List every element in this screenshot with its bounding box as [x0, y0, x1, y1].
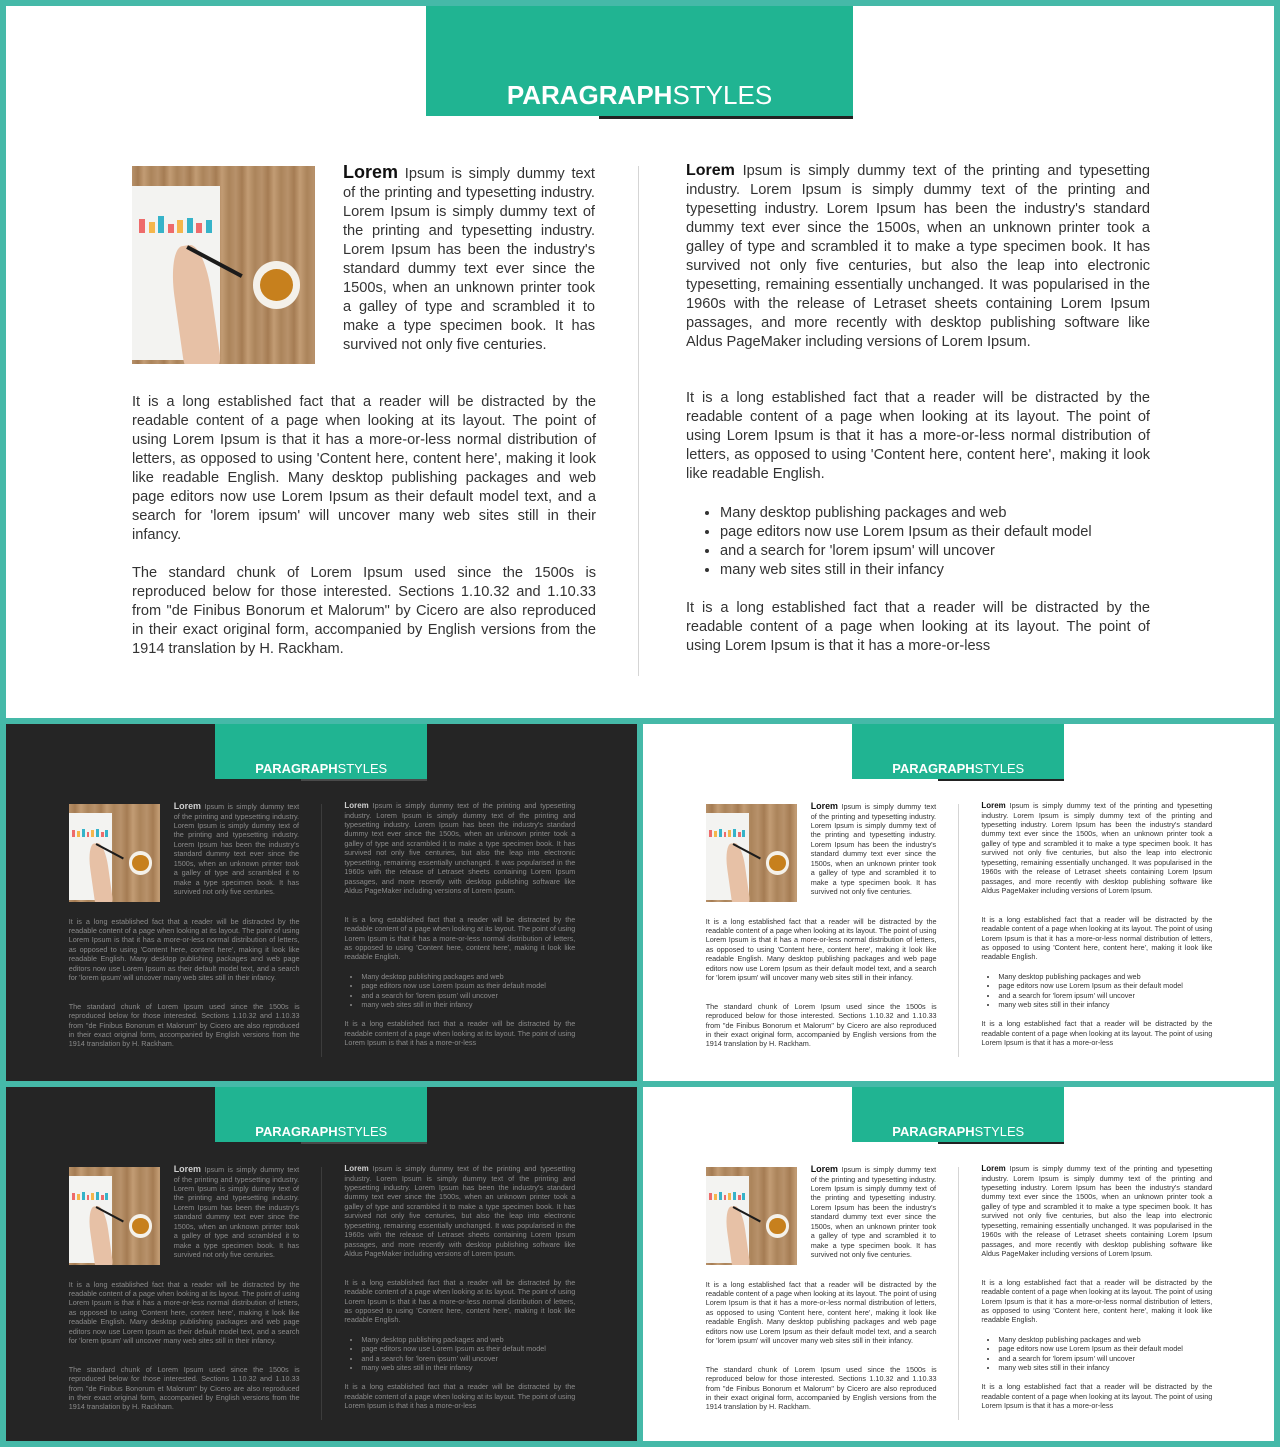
bullet-item: • Many desktop publishing packages and web [998, 972, 1209, 981]
chart-and-coffee-photo [706, 1167, 797, 1266]
bullet-item: • and a search for 'lorem ipsum' will uncover [361, 1354, 572, 1363]
col2-paragraph-1-text: Ipsum is simply dummy text of the printing and typesetting industry. Lorem Ipsum is simply dummy text of the printing and typesetting industry. Lorem Ipsum has been the industry's standard dummy text ever since the 1500s, when an unknown printer took a galley of type and scrambled it to make a type specimen book. It has survived not only five centuries, but also the leap into electronic typesetting, remaining essentially unchanged. It was popularised in the 1960s with the release of Letraset sheets containing Lorem Ipsum passages, and more recently with desktop publishing software like Aldus PageMaker including versions of Lorem Ipsum. [981, 801, 1213, 896]
col1-paragraph-1-text: Ipsum is simply dummy text of the printing and typesetting industry. Lorem Ipsum is simply dummy text of the printing and typesetting industry. Lorem Ipsum has been the industry's standard dummy text ever since the 1500s, when an unknown printer took a galley of type and scrambled it to make a type specimen book. It has survived not only five centuries. [343, 166, 595, 353]
chart-bar-graphic [91, 1193, 94, 1200]
title-light: STYLES [974, 760, 1025, 776]
col1-paragraph-1-text: Ipsum is simply dummy text of the printing and typesetting industry. Lorem Ipsum is simply dummy text of the printing and typesetting industry. Lorem Ipsum has been the industry's standard dummy text ever since the 1500s, when an unknown printer took a galley of type and scrambled it to make a type specimen book. It has survived not only five centuries. [173, 1165, 300, 1260]
col2-paragraph-3: It is a long established fact that a reader will be distracted by the readable content of a page when looking at its layout. The point of using Lorem Ipsum is that it has a more-or-less [344, 1382, 576, 1410]
bullet-item: • and a search for 'lorem ipsum' will uncover [998, 1354, 1209, 1363]
column-divider [638, 166, 639, 676]
col2-paragraph-2: It is a long established fact that a reader will be distracted by the readable content of a page when looking at its layout. The point of using Lorem Ipsum is that it has a more-or-less normal distribution of letters, as opposed to using 'Content here, content here', making it look like readable English. [344, 1277, 576, 1325]
title-bold: PARAGRAPH [892, 760, 975, 776]
chart-bar-graphic [709, 830, 712, 837]
chart-bar-graphic [77, 831, 80, 837]
col2-paragraph-1-text: Ipsum is simply dummy text of the printing and typesetting industry. Lorem Ipsum is simply dummy text of the printing and typesetting industry. Lorem Ipsum has been the industry's standard dummy text ever since the 1500s, when an unknown printer took a galley of type and scrambled it to make a type specimen book. It has survived not only five centuries, but also the leap into electronic typesetting, remaining essentially unchanged. It was popularised in the 1960s with the release of Letraset sheets containing Lorem Ipsum passages, and more recently with desktop publishing software like Aldus PageMaker including versions of Lorem Ipsum. [981, 1164, 1213, 1259]
coffee-surface [260, 269, 293, 301]
slide-light-top [643, 724, 1274, 1081]
chart-bar-graphic [77, 1194, 80, 1200]
coffee-surface [132, 855, 148, 871]
chart-bar-graphic [105, 830, 108, 837]
col2-bullet-list [353, 972, 572, 1010]
chart-bar-graphic [728, 830, 731, 837]
column-divider [958, 804, 959, 1058]
col1-paragraph-3: The standard chunk of Lorem Ipsum used since the 1500s is reproduced below for those interested. Sections 1.10.32 and 1.10.33 from "de Finibus Bonorum et Malorum" by Cicero are also reproduced in their exact original form, accompanied by English versions from the 1914 translation by H. Rackham. [132, 565, 596, 657]
col2-bullet-list [704, 504, 1144, 580]
bullet-item: • many web sites still in their infancy [361, 1363, 572, 1372]
col1-paragraph-2: It is a long established fact that a reader will be distracted by the readable content of a page when looking at its layout. The point of using Lorem Ipsum is that it has a more-or-less normal distribution of letters, as opposed to using 'Content here, content here', making it look like readable English. Many desktop publishing packages and web page editors now use Lorem Ipsum as their default model text, and a search for 'lorem ipsum' will uncover many web sites still in their infancy. [705, 916, 937, 983]
chart-bar-graphic [87, 1195, 90, 1200]
column-divider [958, 1167, 959, 1421]
title-bold: PARAGRAPH [255, 760, 338, 776]
col1-paragraph-1 [811, 1165, 936, 1260]
col2-bullet-list [990, 1335, 1209, 1373]
col1-lead-word: Lorem [173, 801, 202, 812]
coffee-surface [132, 1218, 148, 1234]
title-banner [215, 724, 427, 779]
slide-dark-top [6, 724, 637, 1081]
chart-bar-graphic [724, 832, 727, 837]
chart-bar-graphic [91, 830, 94, 837]
title-light: STYLES [974, 1123, 1025, 1139]
bullet-item: • Many desktop publishing packages and web [720, 504, 1144, 523]
chart-bar-graphic [177, 220, 183, 233]
col1-paragraph-1-text: Ipsum is simply dummy text of the printing and typesetting industry. Lorem Ipsum is simply dummy text of the printing and typesetting industry. Lorem Ipsum has been the industry's standard dummy text ever since the 1500s, when an unknown printer took a galley of type and scrambled it to make a type specimen book. It has survived not only five centuries. [173, 802, 300, 897]
chart-bar-graphic [719, 829, 722, 838]
chart-bar-graphic [714, 831, 717, 837]
page-title [426, 80, 853, 111]
col1-paragraph-3: The standard chunk of Lorem Ipsum used since the 1500s is reproduced below for those interested. Sections 1.10.32 and 1.10.33 from "de Finibus Bonorum et Malorum" by Cicero are also reproduced in their exact original form, accompanied by English versions from the 1914 translation by H. Rackham. [68, 1364, 300, 1412]
chart-bar-graphic [101, 832, 104, 837]
col1-paragraph-3: The standard chunk of Lorem Ipsum used since the 1500s is reproduced below for those interested. Sections 1.10.32 and 1.10.33 from "de Finibus Bonorum et Malorum" by Cicero are also reproduced in their exact original form, accompanied by English versions from the 1914 translation by H. Rackham. [68, 1001, 300, 1049]
chart-bar-graphic [101, 1195, 104, 1200]
col2-paragraph-3: It is a long established fact that a reader will be distracted by the readable content of a page when looking at its layout. The point of using Lorem Ipsum is that it has a more-or-less [344, 1019, 576, 1047]
col1-paragraph-3: The standard chunk of Lorem Ipsum used since the 1500s is reproduced below for those interested. Sections 1.10.32 and 1.10.33 from "de Finibus Bonorum et Malorum" by Cicero are also reproduced in their exact original form, accompanied by English versions from the 1914 translation by H. Rackham. [705, 1364, 937, 1412]
chart-bar-graphic [733, 829, 736, 837]
column-divider [321, 804, 322, 1058]
chart-bar-graphic [187, 218, 193, 234]
col1-paragraph-3: The standard chunk of Lorem Ipsum used since the 1500s is reproduced below for those interested. Sections 1.10.32 and 1.10.33 from "de Finibus Bonorum et Malorum" by Cicero are also reproduced in their exact original form, accompanied by English versions from the 1914 translation by H. Rackham. [705, 1001, 937, 1049]
banner-underline [301, 1142, 427, 1144]
page-title [852, 1124, 1064, 1139]
chart-bar-graphic [168, 224, 174, 234]
col1-lead-word: Lorem [343, 162, 399, 182]
slide-light-bottom [643, 1087, 1274, 1441]
col1-paragraph-1-text: Ipsum is simply dummy text of the printing and typesetting industry. Lorem Ipsum is simply dummy text of the printing and typesetting industry. Lorem Ipsum has been the industry's standard dummy text ever since the 1500s, when an unknown printer took a galley of type and scrambled it to make a type specimen book. It has survived not only five centuries. [810, 1165, 937, 1260]
title-bold: PARAGRAPH [255, 1123, 338, 1139]
title-banner [852, 724, 1064, 779]
title-banner [215, 1087, 427, 1142]
title-light: STYLES [337, 1123, 388, 1139]
col2-paragraph-1 [981, 1164, 1212, 1259]
chart-bar-graphic [733, 1192, 736, 1200]
bullet-item: • and a search for 'lorem ipsum' will uncover [361, 991, 572, 1000]
chart-bar-graphic [72, 1193, 75, 1200]
chart-bar-graphic [728, 1193, 731, 1200]
col2-paragraph-3: It is a long established fact that a reader will be distracted by the readable content of a page when looking at its layout. The point of using Lorem Ipsum is that it has a more-or-less [686, 600, 1150, 654]
col1-paragraph-2: It is a long established fact that a reader will be distracted by the readable content of a page when looking at its layout. The point of using Lorem Ipsum is that it has a more-or-less normal distribution of letters, as opposed to using 'Content here, content here', making it look like readable English. Many desktop publishing packages and web page editors now use Lorem Ipsum as their default model text, and a search for 'lorem ipsum' will uncover many web sites still in their infancy. [68, 1279, 300, 1346]
col2-lead-word: Lorem [981, 801, 1006, 811]
page-title [215, 1124, 427, 1139]
col2-paragraph-1 [344, 1164, 575, 1259]
col2-lead-word: Lorem [344, 801, 369, 811]
col1-paragraph-1-text: Ipsum is simply dummy text of the printing and typesetting industry. Lorem Ipsum is simply dummy text of the printing and typesetting industry. Lorem Ipsum has been the industry's standard dummy text ever since the 1500s, when an unknown printer took a galley of type and scrambled it to make a type specimen book. It has survived not only five centuries. [810, 802, 937, 897]
chart-bar-graphic [742, 830, 745, 837]
chart-bar-graphic [72, 830, 75, 837]
chart-bar-graphic [82, 829, 85, 838]
chart-bar-graphic [714, 1194, 717, 1200]
col1-paragraph-1 [174, 802, 299, 897]
col1-lead-word: Lorem [810, 1164, 839, 1175]
bullet-item: • and a search for 'lorem ipsum' will uncover [998, 991, 1209, 1000]
chart-bar-graphic [87, 832, 90, 837]
chart-and-coffee-photo [69, 1167, 160, 1266]
title-light: STYLES [337, 760, 388, 776]
title-bold: PARAGRAPH [892, 1123, 975, 1139]
bullet-item: • Many desktop publishing packages and web [998, 1335, 1209, 1344]
chart-bar-graphic [158, 216, 164, 233]
col2-lead-word: Lorem [981, 1164, 1006, 1174]
chart-bar-graphic [742, 1193, 745, 1200]
title-banner [852, 1087, 1064, 1142]
chart-bar-graphic [738, 1195, 741, 1200]
chart-bar-graphic [105, 1193, 108, 1200]
chart-and-coffee-photo [706, 804, 797, 903]
bullet-item: • many web sites still in their infancy [998, 1000, 1209, 1009]
col2-paragraph-2: It is a long established fact that a reader will be distracted by the readable content of a page when looking at its layout. The point of using Lorem Ipsum is that it has a more-or-less normal distribution of letters, as opposed to using 'Content here, content here', making it look like readable English. [344, 914, 576, 962]
bullet-item: • Many desktop publishing packages and web [361, 972, 572, 981]
title-bold: PARAGRAPH [506, 80, 673, 110]
title-banner [426, 6, 853, 116]
bullet-item: • page editors now use Lorem Ipsum as their default model [361, 1344, 572, 1353]
banner-underline [599, 116, 853, 119]
col2-paragraph-3: It is a long established fact that a reader will be distracted by the readable content of a page when looking at its layout. The point of using Lorem Ipsum is that it has a more-or-less [981, 1382, 1213, 1410]
chart-and-coffee-photo [132, 166, 315, 364]
col1-paragraph-1 [811, 802, 936, 897]
col2-paragraph-2: It is a long established fact that a reader will be distracted by the readable content of a page when looking at its layout. The point of using Lorem Ipsum is that it has a more-or-less normal distribution of letters, as opposed to using 'Content here, content here', making it look like readable English. [981, 914, 1213, 962]
col2-paragraph-1-text: Ipsum is simply dummy text of the printing and typesetting industry. Lorem Ipsum is simply dummy text of the printing and typesetting industry. Lorem Ipsum has been the industry's standard dummy text ever since the 1500s, when an unknown printer took a galley of type and scrambled it to make a type specimen book. It has survived not only five centuries, but also the leap into electronic typesetting, remaining essentially unchanged. It was popularised in the 1960s with the release of Letraset sheets containing Lorem Ipsum passages, and more recently with desktop publishing software like Aldus PageMaker including versions of Lorem Ipsum. [344, 801, 576, 896]
bullet-item: • page editors now use Lorem Ipsum as their default model [998, 1344, 1209, 1353]
banner-underline [938, 1142, 1064, 1144]
bullet-item: • page editors now use Lorem Ipsum as their default model [720, 523, 1144, 542]
col2-paragraph-1-text: Ipsum is simply dummy text of the printing and typesetting industry. Lorem Ipsum is simply dummy text of the printing and typesetting industry. Lorem Ipsum has been the industry's standard dummy text ever since the 1500s, when an unknown printer took a galley of type and scrambled it to make a type specimen book. It has survived not only five centuries, but also the leap into electronic typesetting, remaining essentially unchanged. It was popularised in the 1960s with the release of Letraset sheets containing Lorem Ipsum passages, and more recently with desktop publishing software like Aldus PageMaker including versions of Lorem Ipsum. [686, 163, 1150, 350]
bullet-item: • Many desktop publishing packages and web [361, 1335, 572, 1344]
chart-bar-graphic [724, 1195, 727, 1200]
col1-lead-word: Lorem [810, 801, 839, 812]
chart-bar-graphic [82, 1192, 85, 1201]
coffee-surface [769, 855, 785, 871]
chart-bar-graphic [206, 220, 212, 234]
page-title [852, 761, 1064, 776]
chart-bar-graphic [196, 223, 202, 233]
coffee-surface [769, 1218, 785, 1234]
page-title [215, 761, 427, 776]
chart-bar-graphic [96, 1192, 99, 1200]
bullet-item: • and a search for 'lorem ipsum' will uncover [720, 542, 1144, 561]
col2-paragraph-1 [686, 161, 1150, 352]
col2-paragraph-2: It is a long established fact that a reader will be distracted by the readable content of a page when looking at its layout. The point of using Lorem Ipsum is that it has a more-or-less normal distribution of letters, as opposed to using 'Content here, content here', making it look like readable English. [981, 1277, 1213, 1325]
col1-lead-word: Lorem [173, 1164, 202, 1175]
chart-bar-graphic [738, 832, 741, 837]
col1-paragraph-1 [343, 163, 595, 355]
col2-paragraph-1 [981, 801, 1212, 896]
col2-lead-word: Lorem [344, 1164, 369, 1174]
bullet-item: • many web sites still in their infancy [998, 1363, 1209, 1372]
col2-lead-word: Lorem [686, 162, 735, 179]
col2-paragraph-3: It is a long established fact that a reader will be distracted by the readable content of a page when looking at its layout. The point of using Lorem Ipsum is that it has a more-or-less [981, 1019, 1213, 1047]
col2-paragraph-1-text: Ipsum is simply dummy text of the printing and typesetting industry. Lorem Ipsum is simply dummy text of the printing and typesetting industry. Lorem Ipsum has been the industry's standard dummy text ever since the 1500s, when an unknown printer took a galley of type and scrambled it to make a type specimen book. It has survived not only five centuries, but also the leap into electronic typesetting, remaining essentially unchanged. It was popularised in the 1960s with the release of Letraset sheets containing Lorem Ipsum passages, and more recently with desktop publishing software like Aldus PageMaker including versions of Lorem Ipsum. [344, 1164, 576, 1259]
chart-and-coffee-photo [69, 804, 160, 903]
bullet-item: • many web sites still in their infancy [720, 561, 1144, 580]
chart-bar-graphic [719, 1192, 722, 1201]
banner-underline [938, 779, 1064, 781]
col1-paragraph-2: It is a long established fact that a reader will be distracted by the readable content of a page when looking at its layout. The point of using Lorem Ipsum is that it has a more-or-less normal distribution of letters, as opposed to using 'Content here, content here', making it look like readable English. Many desktop publishing packages and web page editors now use Lorem Ipsum as their default model text, and a search for 'lorem ipsum' will uncover many web sites still in their infancy. [68, 916, 300, 983]
slide-main [6, 6, 1274, 718]
col2-bullet-list [990, 972, 1209, 1010]
bullet-item: • page editors now use Lorem Ipsum as their default model [998, 981, 1209, 990]
banner-underline [301, 779, 427, 781]
chart-bar-graphic [139, 219, 145, 233]
col2-bullet-list [353, 1335, 572, 1373]
col2-paragraph-1 [344, 801, 575, 896]
column-divider [321, 1167, 322, 1421]
col2-paragraph-2: It is a long established fact that a reader will be distracted by the readable content of a page when looking at its layout. The point of using Lorem Ipsum is that it has a more-or-less normal distribution of letters, as opposed to using 'Content here, content here', making it look like readable English. [686, 390, 1150, 482]
chart-bar-graphic [149, 222, 155, 233]
bullet-item: • page editors now use Lorem Ipsum as their default model [361, 981, 572, 990]
chart-bar-graphic [96, 829, 99, 837]
col1-paragraph-2: It is a long established fact that a reader will be distracted by the readable content of a page when looking at its layout. The point of using Lorem Ipsum is that it has a more-or-less normal distribution of letters, as opposed to using 'Content here, content here', making it look like readable English. Many desktop publishing packages and web page editors now use Lorem Ipsum as their default model text, and a search for 'lorem ipsum' will uncover many web sites still in their infancy. [132, 394, 596, 543]
title-light: STYLES [672, 80, 773, 110]
chart-bar-graphic [709, 1193, 712, 1200]
slide-dark-bottom [6, 1087, 637, 1441]
col1-paragraph-1 [174, 1165, 299, 1260]
col1-paragraph-2: It is a long established fact that a reader will be distracted by the readable content of a page when looking at its layout. The point of using Lorem Ipsum is that it has a more-or-less normal distribution of letters, as opposed to using 'Content here, content here', making it look like readable English. Many desktop publishing packages and web page editors now use Lorem Ipsum as their default model text, and a search for 'lorem ipsum' will uncover many web sites still in their infancy. [705, 1279, 937, 1346]
bullet-item: • many web sites still in their infancy [361, 1000, 572, 1009]
